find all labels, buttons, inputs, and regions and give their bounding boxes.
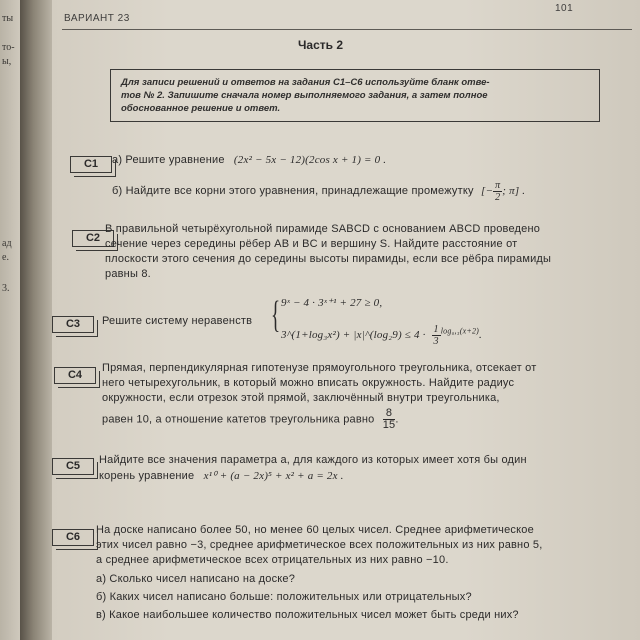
c1-interval-num: π <box>495 180 501 191</box>
c3-inequality-2-end: . <box>479 329 482 342</box>
instructions-line: Для записи решений и ответов на задания С1–С6 используйте бланк отве- <box>121 77 490 88</box>
c3-system-brace: { <box>271 294 281 336</box>
task-label-c2: С2 <box>72 230 114 247</box>
c1-interval-fraction <box>493 180 502 203</box>
c4-last-line <box>102 408 399 431</box>
c2-line: равны 8. <box>105 268 151 280</box>
task-label-c4: С4 <box>54 367 96 384</box>
c4-ratio-fraction <box>382 407 399 431</box>
c3-text: Решите систему неравенств <box>102 315 253 327</box>
left-page-edge <box>0 0 20 640</box>
part-title: Часть 2 <box>298 38 344 52</box>
task-label-c1: С1 <box>70 156 112 173</box>
c1-interval-left: [− <box>480 185 494 198</box>
variant-header: ВАРИАНТ 23 <box>64 13 130 24</box>
c1-part-b <box>112 180 525 203</box>
c2-line: сечение через середины рёбер AB и BC и вершину S. Найдите расстояние от <box>105 238 518 250</box>
instructions-line: обоснованное решение и ответ. <box>121 103 281 114</box>
task-label-c5: С5 <box>52 458 94 475</box>
c4-line: Прямая, перпендикулярная гипотенузе прямоугольного треугольника, отсекает от <box>102 362 537 374</box>
c5-line-1: Найдите все значения параметра a, для каждого из которых имеет хотя бы один <box>99 454 527 466</box>
left-page-fragment: ад <box>2 238 12 249</box>
c3-fraction-num: 1 <box>433 324 439 335</box>
instructions-line: тов № 2. Запишите сначала номер выполняемого задания, а затем полное <box>121 90 488 101</box>
c4-ratio-den: 15 <box>382 419 396 431</box>
c6-question: а) Сколько чисел написано на доске? <box>96 573 296 585</box>
left-page-fragment: 3. <box>2 283 10 294</box>
c1-interval <box>480 180 526 203</box>
task-label-c3: С3 <box>52 316 94 333</box>
c5-line-2-text: корень уравнение <box>99 470 195 482</box>
page-number: 101 <box>555 3 574 14</box>
c1-part-a <box>112 153 386 167</box>
header-rule <box>62 29 632 30</box>
c1-part-a-text: а) Решите уравнение <box>112 154 225 166</box>
c6-question: б) Каких чисел написано больше: положительных или отрицательных? <box>96 591 472 603</box>
c4-ratio-num: 8 <box>383 408 396 420</box>
c2-line: плоскости этого сечения до середины высоты пирамиды, если все рёбра пирамиды <box>105 253 552 265</box>
c4-line: него четырехугольник, в который можно вписать окружность. Найдите радиус <box>102 377 515 389</box>
left-page-fragment: то- <box>2 42 15 53</box>
left-page-fragment: ты <box>2 13 14 24</box>
c1-interval-right: ; π] . <box>502 185 526 198</box>
c5-equation: x¹⁰ + (a − 2x)⁵ + x² + a = 2x . <box>203 470 344 482</box>
c1-equation: (2x² − 5x − 12)(2cos x + 1) = 0 . <box>233 154 387 166</box>
c6-line: а среднее арифметическое всех отрицательных из них равно −10. <box>96 554 449 566</box>
c1-part-b-text: б) Найдите все корни этого уравнения, принадлежащие промежутку <box>112 185 474 198</box>
c6-question: в) Какое наибольшее количество положительных чисел может быть среди них? <box>96 609 519 621</box>
c4-line: окружности, если отрезок этой прямой, заключённый внутри треугольника, <box>102 392 500 404</box>
c6-line: На доске написано более 50, но менее 60 целых чисел. Среднее арифметическое <box>96 524 534 536</box>
left-page-fragment: ы, <box>2 56 12 67</box>
c3-exponent: log₀,₃(x+2) <box>440 326 480 336</box>
c3-inequality-1: 9ˣ − 4 · 3ˣ⁺¹ + 27 ≥ 0, <box>281 297 383 309</box>
instructions-box <box>110 69 600 122</box>
c1-interval-den: 2 <box>495 192 501 203</box>
c3-inequality-2-left: 3^(1+log₃x²) + |x|^(log₂9) ≤ 4 · <box>281 329 426 342</box>
left-page-fragment: е. <box>2 252 9 263</box>
c6-line: этих чисел равно −3, среднее арифметическое всех положительных из них равно 5, <box>96 539 543 551</box>
c2-line: В правильной четырёхугольной пирамиде SABCD с основанием ABCD проведено <box>105 223 541 235</box>
task-label-c6: С6 <box>52 529 94 546</box>
c3-fraction-den: 3 <box>433 336 439 347</box>
c3-inequality-2 <box>281 324 482 347</box>
exam-page <box>52 0 640 640</box>
c5-line-2 <box>99 469 344 483</box>
c3-fraction <box>432 324 441 347</box>
c4-ratio-end: . <box>395 413 399 426</box>
c4-line: равен 10, а отношение катетов треугольника равно <box>102 413 375 426</box>
